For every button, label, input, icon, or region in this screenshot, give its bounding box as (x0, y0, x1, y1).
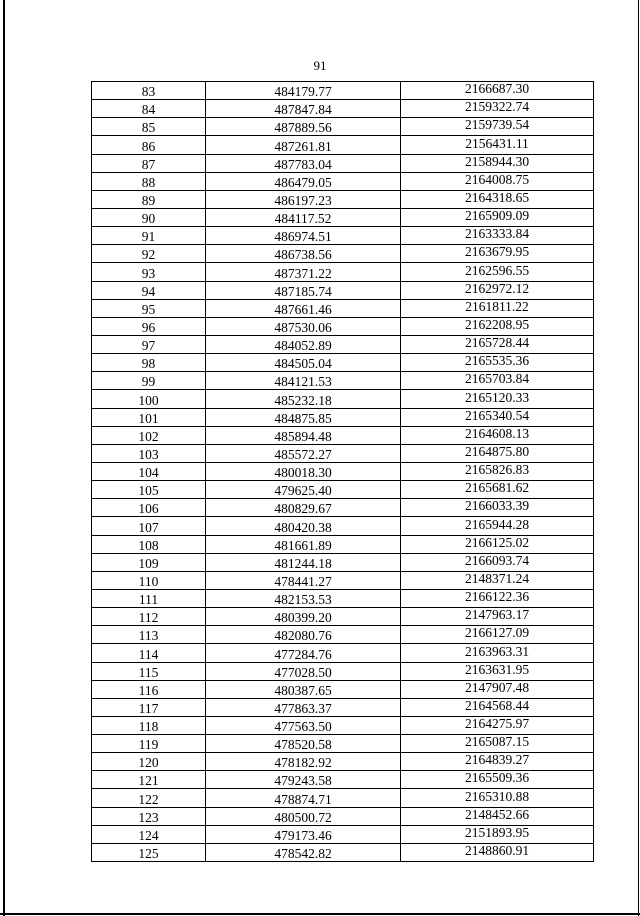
point-number-cell: 88 (92, 172, 206, 190)
x-coordinate-cell: 486738.56 (206, 245, 401, 263)
point-number-cell: 113 (92, 626, 206, 644)
x-coordinate-cell: 484179.77 (206, 82, 401, 100)
point-number-cell: 101 (92, 408, 206, 426)
table-row (92, 499, 594, 517)
point-number-cell: 116 (92, 680, 206, 698)
x-coordinate-cell: 478441.27 (206, 571, 401, 589)
x-coordinate-cell: 481661.89 (206, 535, 401, 553)
x-coordinate-cell: 480420.38 (206, 517, 401, 535)
point-number-cell: 124 (92, 825, 206, 843)
point-number-cell: 100 (92, 390, 206, 408)
table-row (92, 517, 594, 535)
table-row (92, 136, 594, 154)
y-coordinate-value: 2148452.66 (464, 807, 530, 822)
x-coordinate-cell: 484052.89 (206, 335, 401, 353)
y-coordinate-value: 2165120.33 (464, 389, 530, 405)
x-coordinate-cell: 481244.18 (206, 553, 401, 571)
scan-edge-right (638, 0, 639, 916)
y-coordinate-value: 2158944.30 (464, 154, 530, 169)
y-coordinate-value: 2165703.84 (464, 371, 530, 387)
table-row (92, 118, 594, 136)
y-coordinate-cell (401, 589, 594, 607)
x-coordinate-cell: 478874.71 (206, 789, 401, 807)
x-coordinate-cell: 486479.05 (206, 172, 401, 190)
x-coordinate-cell: 480399.20 (206, 608, 401, 626)
point-number-cell: 92 (92, 245, 206, 263)
y-coordinate-value: 2165909.09 (464, 208, 530, 224)
y-coordinate-value: 2166127.09 (464, 625, 530, 641)
y-coordinate-cell (401, 517, 594, 535)
point-number-cell: 112 (92, 608, 206, 626)
x-coordinate-cell: 486197.23 (206, 190, 401, 208)
point-number-cell: 96 (92, 317, 206, 335)
table-row (92, 843, 594, 861)
y-coordinate-value: 2165728.44 (464, 335, 530, 351)
point-number-cell: 95 (92, 299, 206, 317)
y-coordinate-value: 2164608.13 (464, 426, 530, 441)
y-coordinate-value: 2166093.74 (464, 553, 530, 568)
y-coordinate-cell (401, 227, 594, 245)
table-row (92, 227, 594, 245)
point-number-cell: 109 (92, 553, 206, 571)
y-coordinate-value: 2164318.65 (464, 190, 530, 205)
y-coordinate-cell (401, 571, 594, 589)
table-row (92, 807, 594, 825)
point-number-cell: 125 (92, 843, 206, 861)
point-number-cell: 90 (92, 208, 206, 226)
table-row (92, 626, 594, 644)
table-row (92, 154, 594, 172)
table-row (92, 426, 594, 444)
point-number-cell: 108 (92, 535, 206, 553)
y-coordinate-value: 2159739.54 (464, 117, 530, 133)
y-coordinate-value: 2164275.97 (464, 716, 530, 732)
table-row (92, 644, 594, 662)
x-coordinate-cell: 478520.58 (206, 735, 401, 753)
table-row (92, 589, 594, 607)
y-coordinate-cell (401, 608, 594, 626)
x-coordinate-cell: 487185.74 (206, 281, 401, 299)
x-coordinate-cell: 482080.76 (206, 626, 401, 644)
x-coordinate-cell: 487371.22 (206, 263, 401, 281)
y-coordinate-cell (401, 444, 594, 462)
table-row (92, 208, 594, 226)
y-coordinate-value: 2166122.36 (464, 589, 530, 605)
y-coordinate-value: 2147963.17 (464, 607, 530, 623)
table-row (92, 571, 594, 589)
point-number-cell: 115 (92, 662, 206, 680)
table-row (92, 680, 594, 698)
y-coordinate-cell (401, 481, 594, 499)
y-coordinate-cell (401, 317, 594, 335)
table-row (92, 825, 594, 843)
y-coordinate-cell (401, 789, 594, 807)
point-number-cell: 107 (92, 517, 206, 535)
y-coordinate-cell (401, 281, 594, 299)
x-coordinate-cell: 486974.51 (206, 227, 401, 245)
y-coordinate-value: 2166033.39 (464, 498, 530, 514)
y-coordinate-value: 2163631.95 (464, 662, 530, 677)
table-row (92, 317, 594, 335)
y-coordinate-value: 2162972.12 (464, 281, 530, 296)
y-coordinate-value: 2163963.31 (464, 643, 530, 659)
y-coordinate-cell (401, 644, 594, 662)
point-number-cell: 89 (92, 190, 206, 208)
point-number-cell: 106 (92, 499, 206, 517)
point-number-cell: 86 (92, 136, 206, 154)
y-coordinate-cell (401, 662, 594, 680)
x-coordinate-cell: 487889.56 (206, 118, 401, 136)
y-coordinate-value: 2161811.22 (465, 299, 529, 314)
table-row (92, 190, 594, 208)
table-row (92, 263, 594, 281)
point-number-cell: 121 (92, 771, 206, 789)
table-row (92, 753, 594, 771)
table-row (92, 735, 594, 753)
y-coordinate-cell (401, 698, 594, 716)
y-coordinate-value: 2165826.83 (464, 462, 530, 478)
point-number-cell: 91 (92, 227, 206, 245)
page-number: 91 (313, 58, 327, 73)
point-number-cell: 102 (92, 426, 206, 444)
table-row (92, 245, 594, 263)
point-number-cell: 84 (92, 100, 206, 118)
point-number-cell: 111 (92, 589, 206, 607)
x-coordinate-cell: 484121.53 (206, 372, 401, 390)
x-coordinate-cell: 487261.81 (206, 136, 401, 154)
y-coordinate-cell (401, 408, 594, 426)
y-coordinate-cell (401, 426, 594, 444)
point-number-cell: 119 (92, 735, 206, 753)
y-coordinate-cell (401, 299, 594, 317)
y-coordinate-cell (401, 245, 594, 263)
coordinates-table-container (91, 81, 592, 862)
table-row (92, 372, 594, 390)
table-row (92, 481, 594, 499)
x-coordinate-cell: 485232.18 (206, 390, 401, 408)
y-coordinate-cell (401, 82, 594, 100)
x-coordinate-cell: 485894.48 (206, 426, 401, 444)
x-coordinate-cell: 484875.85 (206, 408, 401, 426)
table-row (92, 335, 594, 353)
table-body (92, 82, 594, 862)
y-coordinate-cell (401, 771, 594, 789)
y-coordinate-value: 2156431.11 (465, 135, 529, 151)
table-row (92, 281, 594, 299)
x-coordinate-cell: 477563.50 (206, 716, 401, 734)
y-coordinate-value: 2151893.95 (464, 825, 530, 840)
y-coordinate-value: 2165535.36 (464, 353, 530, 369)
y-coordinate-value: 2166687.30 (464, 81, 530, 97)
y-coordinate-cell (401, 263, 594, 281)
x-coordinate-cell: 487530.06 (206, 317, 401, 335)
x-coordinate-cell: 478542.82 (206, 843, 401, 861)
point-number-cell: 83 (92, 82, 206, 100)
y-coordinate-value: 2163333.84 (464, 226, 530, 242)
y-coordinate-value: 2159322.74 (464, 99, 530, 115)
point-number-cell: 118 (92, 716, 206, 734)
y-coordinate-cell (401, 172, 594, 190)
x-coordinate-cell: 487783.04 (206, 154, 401, 172)
table-row (92, 82, 594, 100)
x-coordinate-cell: 485572.27 (206, 444, 401, 462)
coordinates-table (91, 81, 594, 862)
scan-edge-left (3, 0, 5, 916)
point-number-cell: 99 (92, 372, 206, 390)
y-coordinate-cell (401, 807, 594, 825)
y-coordinate-value: 2162596.55 (464, 262, 530, 278)
y-coordinate-cell (401, 354, 594, 372)
x-coordinate-cell: 479625.40 (206, 481, 401, 499)
x-coordinate-cell: 487661.46 (206, 299, 401, 317)
y-coordinate-cell (401, 626, 594, 644)
x-coordinate-cell: 477284.76 (206, 644, 401, 662)
y-coordinate-value: 2164008.75 (464, 172, 530, 187)
point-number-cell: 120 (92, 753, 206, 771)
x-coordinate-cell: 480829.67 (206, 499, 401, 517)
x-coordinate-cell: 484505.04 (206, 354, 401, 372)
table-row (92, 608, 594, 626)
table-row (92, 662, 594, 680)
x-coordinate-cell: 479243.58 (206, 771, 401, 789)
y-coordinate-cell (401, 154, 594, 172)
x-coordinate-cell: 484117.52 (206, 208, 401, 226)
y-coordinate-cell (401, 190, 594, 208)
x-coordinate-cell: 480387.65 (206, 680, 401, 698)
point-number-cell: 123 (92, 807, 206, 825)
point-number-cell: 105 (92, 481, 206, 499)
y-coordinate-value: 2148860.91 (464, 843, 530, 859)
x-coordinate-cell: 479173.46 (206, 825, 401, 843)
point-number-cell: 93 (92, 263, 206, 281)
point-number-cell: 103 (92, 444, 206, 462)
y-coordinate-value: 2165340.54 (464, 408, 530, 423)
x-coordinate-cell: 482153.53 (206, 589, 401, 607)
point-number-cell: 104 (92, 462, 206, 480)
y-coordinate-cell (401, 208, 594, 226)
y-coordinate-cell (401, 390, 594, 408)
y-coordinate-cell (401, 335, 594, 353)
point-number-cell: 94 (92, 281, 206, 299)
y-coordinate-cell (401, 372, 594, 390)
y-coordinate-value: 2165087.15 (464, 734, 530, 750)
table-row (92, 553, 594, 571)
point-number-cell: 110 (92, 571, 206, 589)
y-coordinate-cell (401, 118, 594, 136)
table-row (92, 299, 594, 317)
table-row (92, 354, 594, 372)
y-coordinate-cell (401, 462, 594, 480)
y-coordinate-cell (401, 499, 594, 517)
y-coordinate-value: 2162208.95 (464, 317, 530, 332)
table-row (92, 462, 594, 480)
y-coordinate-cell (401, 100, 594, 118)
table-row (92, 172, 594, 190)
y-coordinate-cell (401, 753, 594, 771)
point-number-cell: 98 (92, 354, 206, 372)
y-coordinate-value: 2163679.95 (464, 244, 530, 260)
scan-edge-bottom (0, 913, 640, 915)
y-coordinate-value: 2164875.80 (464, 444, 530, 459)
point-number-cell: 85 (92, 118, 206, 136)
y-coordinate-cell (401, 535, 594, 553)
x-coordinate-cell: 478182.92 (206, 753, 401, 771)
y-coordinate-value: 2166125.02 (464, 535, 530, 550)
table-row (92, 771, 594, 789)
y-coordinate-value: 2165310.88 (464, 788, 530, 804)
x-coordinate-cell: 480018.30 (206, 462, 401, 480)
x-coordinate-cell: 487847.84 (206, 100, 401, 118)
y-coordinate-value: 2165944.28 (464, 516, 530, 532)
y-coordinate-cell (401, 553, 594, 571)
x-coordinate-cell: 477028.50 (206, 662, 401, 680)
table-row (92, 408, 594, 426)
point-number-cell: 97 (92, 335, 206, 353)
x-coordinate-cell: 477863.37 (206, 698, 401, 716)
y-coordinate-cell (401, 735, 594, 753)
x-coordinate-cell: 480500.72 (206, 807, 401, 825)
point-number-cell: 114 (92, 644, 206, 662)
y-coordinate-cell (401, 136, 594, 154)
y-coordinate-value: 2164839.27 (464, 752, 530, 768)
y-coordinate-cell (401, 716, 594, 734)
point-number-cell: 122 (92, 789, 206, 807)
y-coordinate-cell (401, 825, 594, 843)
y-coordinate-value: 2164568.44 (464, 698, 530, 713)
y-coordinate-value: 2165509.36 (464, 770, 530, 786)
y-coordinate-cell (401, 843, 594, 861)
table-row (92, 716, 594, 734)
table-row (92, 100, 594, 118)
table-row (92, 444, 594, 462)
y-coordinate-cell (401, 680, 594, 698)
point-number-cell: 87 (92, 154, 206, 172)
y-coordinate-value: 2148371.24 (464, 571, 530, 586)
table-row (92, 698, 594, 716)
y-coordinate-value: 2147907.48 (464, 680, 530, 695)
table-row (92, 390, 594, 408)
table-row (92, 789, 594, 807)
table-row (92, 535, 594, 553)
point-number-cell: 117 (92, 698, 206, 716)
y-coordinate-value: 2165681.62 (464, 480, 530, 496)
